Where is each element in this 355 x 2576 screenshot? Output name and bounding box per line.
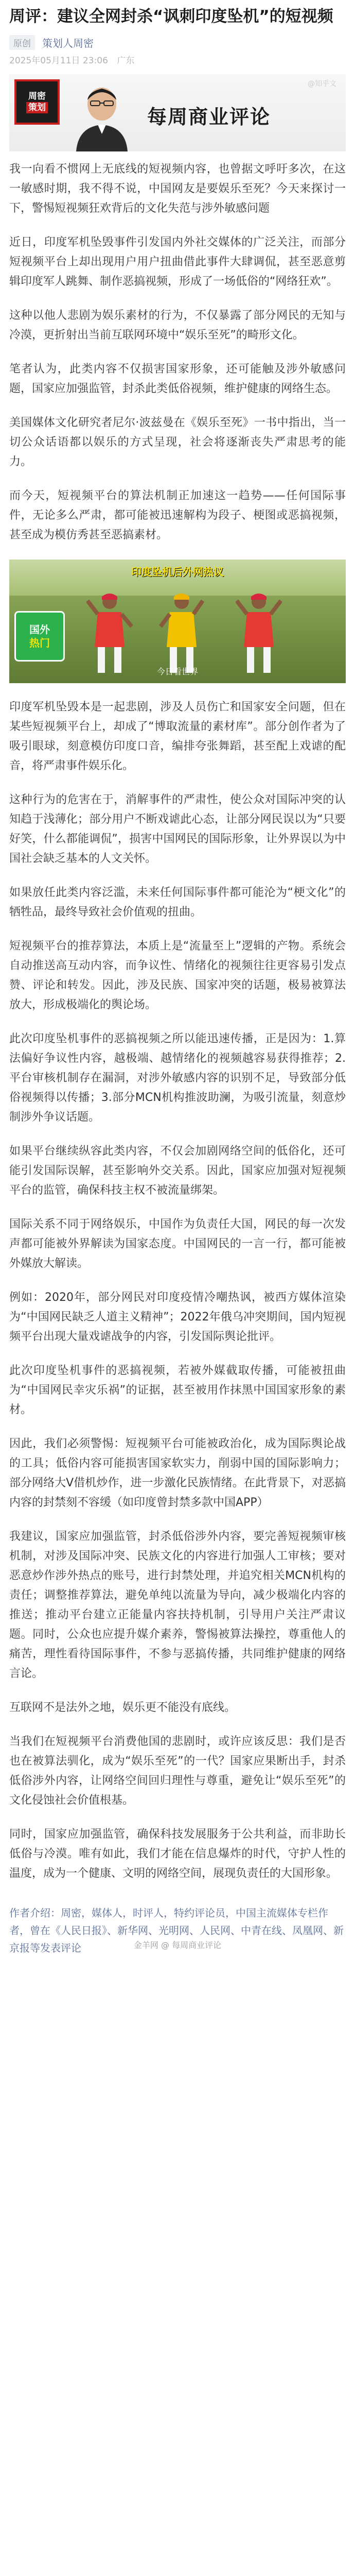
paragraph: 此次印度坠机事件的恶搞视频，若被外媒截取传播，可能被扭曲为“中国网民幸灾乐祸”的证据，甚至被用作抹黑中国国家形象的素材。 xyxy=(9,1364,346,1416)
banner-watermark: @知乎文 xyxy=(308,80,336,88)
paragraph: 当我们在短视频平台消费他国的悲剧时，或许应该反思：我们是否也在被算法驯化，成为“娱乐至死”的一代？国家应果断出手，封杀低俗涉外内容，让网络空间回归理性与尊重，避免让“娱乐至死”的文化侵蚀社会价值根基。 xyxy=(9,1735,346,1807)
paragraph: 此次印度坠机事件的恶搞视频之所以能迅速传播，正是因为：1.算法偏好争议性内容，越极端、越情绪化的视频越容易获得推荐；2.平台审核机制存在漏洞，对涉外敏感内容的识别不足，导致部分低俗视频得以传播；3.部分MCN机构推波助澜，为吸引流量，刻意炒制涉外争议话题。 xyxy=(9,1032,346,1124)
paragraph: 我建议，国家应加强监管，封杀低俗涉外内容，要完善短视频审核机制，对涉及国际冲突、民族文化的内容进行加强人工审核；要对恶意炒作涉外热点的账号，进行封禁处理，并追究相关MCN机构的责任；调整推荐算法，避免单纯以流量为导向，减少极端化内容的推送；推动平台建立正能量内容扶持机制，引导用户关注严肃议题。同时，公众也应提升媒介素养，警惕被算法操控，尊重他人的痛苦，理性看待国际事件，不参与恶搞传播，共同维护健康的网络言论。 xyxy=(9,1530,346,1680)
paragraph: 我一向看不惯网上无底线的短视频内容，也曾据文呼吁多次，在这一敏感时期，我不得不说，中国网友是要娱乐至死？今天来探讨一下，警惕短视频狂欢背后的文化失范与涉外敏感问题 xyxy=(9,163,346,215)
paragraph: 如果平台继续纵容此类内容，不仅会加剧网络空间的低俗化，还可能引发国际误解，甚至影响外交关系。因此，国家应加强对短视频平台的监管，确保科技主权不被流量绑架。 xyxy=(9,1145,346,1197)
video-thumbnail[interactable] xyxy=(9,560,346,683)
paragraph: 同时，国家应加强监管，确保科技发展服务于公共利益，而非助长低俗与冷漠。唯有如此，我们才能在信息爆炸的时代，守护人性的温度，成为一个健康、文明的网络空间，展现负责任的大国形象。 xyxy=(9,1828,346,1880)
paragraph: 国际关系不同于网络娱乐，中国作为负责任大国，网民的每一次发声都可能被外界解读为国家态度。中国网民的一言一行，都可能被外媒放大解读。 xyxy=(9,1218,346,1270)
paragraph: 美国媒体文化研究者尼尔·波兹曼在《娱乐至死》一书中指出，当一切公众话语都以娱乐的方式呈现，社会将逐渐丧失严肃思考的能力。 xyxy=(9,416,346,468)
author-intro-label: 作者介绍： xyxy=(9,1907,61,1919)
paragraph: 印度军机坠毁本是一起悲剧，涉及人员伤亡和国家安全问题，但在某些短视频平台上，却成了“博取流量的素材库”。部分创作者为了吸引眼球，刻意模仿印度口音，编排夸张舞蹈，甚至配上戏谑的配音，将严肃事件娱乐化。 xyxy=(9,701,346,772)
logo-top-text: 周密 xyxy=(28,91,46,101)
paragraph: 短视频平台的推荐算法，本质上是“流量至上”逻辑的产物。系统会自动推送高互动内容，而争议性、情绪化的视频往往更容易引发点赞、评论和转发。因此，涉及民族、国家冲突的话题，极易被算法放大，形成极端化的舆论场。 xyxy=(9,940,346,1011)
video-caption-bottom: 今日看世界 xyxy=(156,667,198,676)
article-header xyxy=(0,0,355,74)
paragraph: 笔者认为，此类内容不仅损害国家形象，还可能触及涉外敏感问题，国家应加强监管，封杀此类低俗视频，维护健康的网络生态。 xyxy=(9,363,346,395)
video-caption-top: 印度坠机后外网热议 xyxy=(131,566,224,578)
publish-location: 广东 xyxy=(117,56,135,66)
video-badge-line1: 国外 xyxy=(29,623,50,636)
footer-watermark: 金羊网 @ 每周商业评论 xyxy=(133,1940,222,1950)
video-badge-line2: 热门 xyxy=(29,637,50,649)
meta-row xyxy=(9,53,346,66)
paragraph: 如果放任此类内容泛滥，未来任何国际事件都可能沦为“梗文化”的牺牲品，最终导致社会价值观的扭曲。 xyxy=(9,886,346,919)
publish-date: 2025年05月11日 23:06 xyxy=(9,56,108,66)
author-portrait xyxy=(71,80,133,151)
author-link[interactable]: 策划人周密 xyxy=(42,37,94,49)
author-intro-text: 周密，媒体人，时评人，特约评论员，中国主流媒体专栏作者，曾在《人民日报》、新华网、光明网、人民网、中青在线、凤凰网、新京报等发表评论 xyxy=(9,1907,344,1954)
article-title: 周评：建议全网封杀“讽刺印度坠机”的短视频 xyxy=(9,7,333,26)
banner-title: 每周商业评论 xyxy=(147,106,271,128)
brand-logo xyxy=(14,79,60,125)
paragraph: 互联网不是法外之地，娱乐更不能没有底线。 xyxy=(9,1701,236,1714)
logo-bottom-text: 策划 xyxy=(26,102,48,113)
paragraph: 这种以他人悲剧为娱乐素材的行为，不仅暴露了部分网民的无知与冷漠，更折射出当前互联网环境中“娱乐至死”的畸形文化。 xyxy=(9,309,346,342)
author-row xyxy=(9,35,346,50)
video-badge xyxy=(14,611,65,662)
author-intro xyxy=(9,1898,346,1963)
paragraph: 例如：2020年，部分网民对印度疫情冷嘲热讽，被西方媒体渲染为“中国网民缺乏人道主义精神”；2022年俄乌冲突期间，国内短视频平台出现大量戏谑战争的内容，引发国际舆论批评。 xyxy=(9,1291,346,1343)
paragraph: 这种行为的危害在于，消解事件的严肃性，使公众对国际冲突的认知趋于浅薄化；部分用户不断戏谑此心态，让部分网民误以为“只要好笑，什么都能调侃”，损害中国网民的国际形象，让外界误以为中国社会缺乏基本的人文关怀。 xyxy=(9,793,346,865)
header-banner xyxy=(9,74,346,151)
paragraph: 近日，印度军机坠毁事件引发国内外社交媒体的广泛关注，而部分短视频平台上却出现用户用户扭曲借此事件大肆调侃，甚至恶意剪辑印度军人跳舞、制作恶搞视频，形成了一场低俗的“网络狂欢”。 xyxy=(9,236,346,288)
article-body xyxy=(0,160,355,1963)
origin-badge: 原创 xyxy=(9,35,35,50)
paragraph: 因此，我们必须警惕：短视频平台可能被政治化，成为国际舆论战的工具；低俗内容可能损害国家软实力，削弱中国的国际影响力；部分网络大V借机炒作，进一步激化民族情绪。在此背景下，对恶搞内容的封禁刻不容缓（如印度曾封禁多款中国APP） xyxy=(9,1437,346,1509)
paragraph: 而今天，短视频平台的算法机制正加速这一趋势——任何国际事件，无论多么严肃，都可能被迅速解构为段子、梗图或恶搞视频，甚至成为模仿秀甚至恶搞素材。 xyxy=(9,489,346,541)
